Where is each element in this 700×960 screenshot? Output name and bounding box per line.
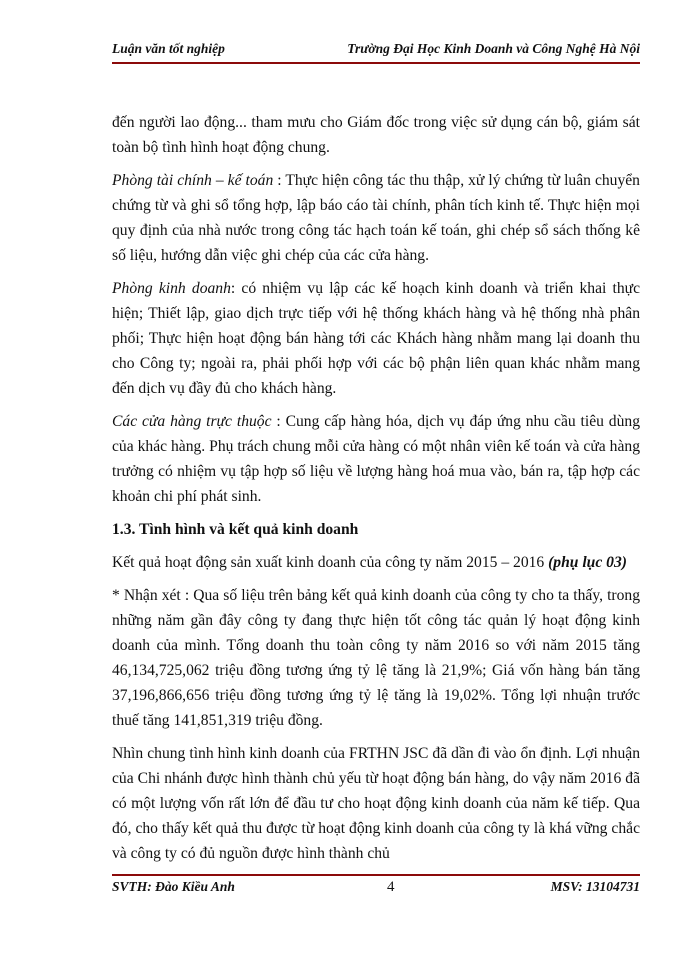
paragraph-overview: Nhìn chung tình hình kinh doanh của FRTHN JSC đã dần đi vào ổn định. Lợi nhuận của Chi nhánh được hình thành chủ yếu từ hoạt động bán hàng, do vậy năm 2016 đã có một lượng vốn rất lớn để đầu tư cho hoạt động kinh doanh của năm kế tiếp. Qua đó, cho thấy kết quả thu được từ hoạt động kinh doanh của công ty là khá vững chắc và công ty có đủ nguồn được hình thành chủ — [112, 745, 640, 862]
page-number: 4 — [387, 879, 395, 895]
document-body — [112, 110, 640, 874]
header-left: Luận văn tốt nghiệp — [112, 41, 225, 56]
paragraph-finance — [112, 168, 640, 268]
stores-text: : Cung cấp hàng hóa, dịch vụ đáp ứng nhu cầu tiêu dùng của khác hàng. Phụ trách chung mỗi cửa hàng có một nhân viên kế toán và cửa hàng trưởng có nhiệm vụ tập hợp số liệu về lượng hàng hoá mua vào, bán ra, tập hợp các khoản chi phí phát sinh. — [112, 413, 640, 505]
finance-text: : Thực hiện công tác thu thập, xử lý chứng từ luân chuyển chứng từ và ghi sổ tổng hợp, lập báo cáo tài chính, phân tích kinh tế. Thực hiện mọi quy định của nhà nước trong công tác hạch toán kế toán, ghi chép sổ sách thống kê số liệu, hướng dẫn việc ghi chép của các cửa hàng. — [112, 172, 640, 264]
header-rule — [112, 62, 640, 64]
footer-rule — [112, 874, 640, 876]
paragraph-stores — [112, 409, 640, 509]
footer-student: SVTH: Đào Kiều Anh — [112, 879, 235, 894]
paragraph-1: đến người lao động... tham mưu cho Giám đốc trong việc sử dụng cán bộ, giám sát toàn bộ tình hình hoạt động chung. — [112, 114, 640, 156]
paragraph-results — [112, 550, 640, 575]
paragraph-remarks: * Nhận xét : Qua số liệu trên bảng kết quả kinh doanh của công ty cho ta thấy, trong những năm gần đây công ty đang thực hiện tốt công tác quản lý hoạt động kinh doanh của mình. Tổng doanh thu toàn công ty năm 2016 so với năm 2015 tăng 46,134,725,062 triệu đồng tương ứng tỷ lệ tăng là 21,9%; Giá vốn hàng bán tăng 37,196,866,656 triệu đồng tương ứng tỷ lệ tăng là 19,02%. Tổng lợi nhuận trước thuế tăng 141,851,319 triệu đồng. — [112, 587, 640, 729]
footer-student-id: MSV: 13104731 — [550, 879, 640, 894]
paragraph-business — [112, 276, 640, 401]
page-header — [112, 40, 640, 58]
business-label: Phòng kinh doanh — [112, 280, 231, 297]
business-text: : có nhiệm vụ lập các kế hoạch kinh doanh và triển khai thực hiện; Thiết lập, giao dịch trực tiếp với hệ thống khách hàng và hệ thống nhà phân phối; Thực hiện hoạt động bán hàng tới các Khách hàng nhằm mang lại doanh thu cho Công ty; ngoài ra, phải phối hợp với các bộ phận liên quan khác nhằm mang đến dịch vụ đầy đủ cho khách hàng. — [112, 280, 640, 397]
header-right: Trường Đại Học Kinh Doanh và Công Nghệ Hà Nội — [347, 41, 640, 56]
stores-label: Các cửa hàng trực thuộc — [112, 413, 272, 430]
appendix-reference: (phụ lục 03) — [548, 554, 627, 571]
section-heading: 1.3. Tình hình và kết quả kinh doanh — [112, 521, 359, 538]
results-text: Kết quả hoạt động sản xuất kinh doanh của công ty năm 2015 – 2016 — [112, 554, 549, 571]
finance-label: Phòng tài chính – kế toán — [112, 172, 274, 189]
